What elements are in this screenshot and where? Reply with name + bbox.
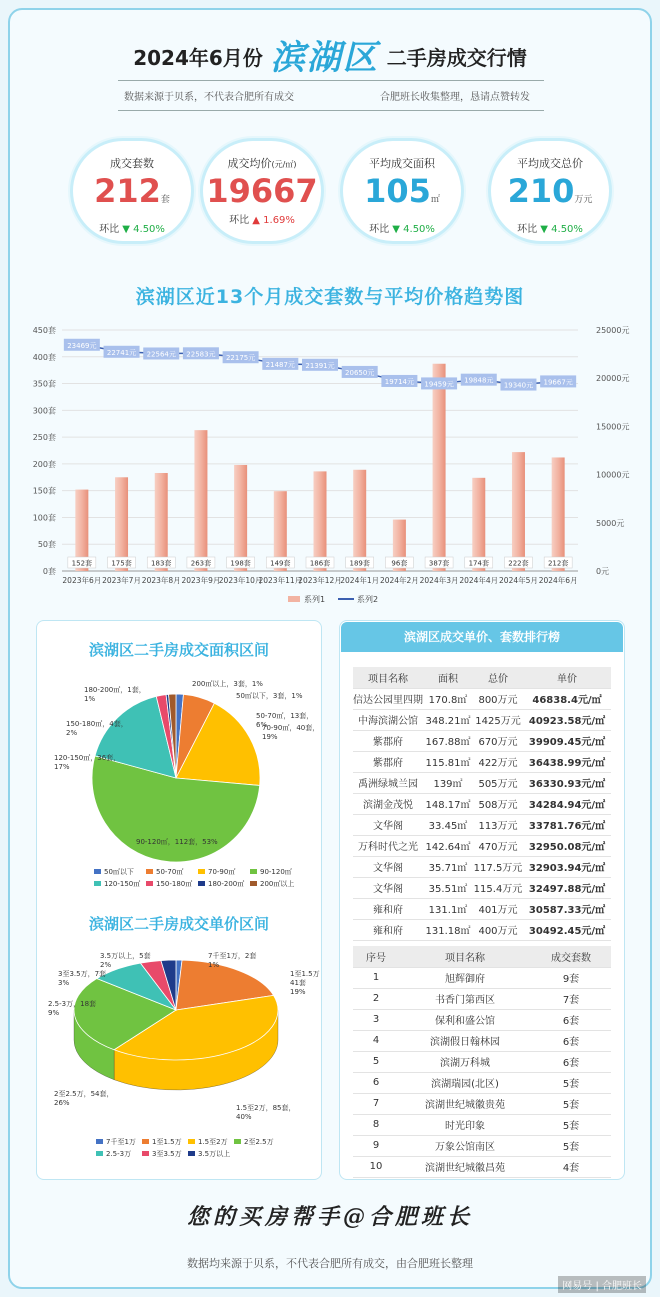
line-label: [461, 374, 497, 386]
table-cell: 2: [353, 988, 399, 1009]
kpi-value: 212套: [94, 172, 170, 210]
table-row: [353, 772, 611, 793]
slogan: 您的买房帮手@合肥班长: [186, 1204, 473, 1230]
table-cell: 5套: [531, 1093, 611, 1114]
svg-text:186套: 186套: [309, 559, 331, 568]
title-suffix: 二手房成交行情: [386, 46, 527, 70]
table-cell: 5套: [531, 1072, 611, 1093]
category-label: 2024年1月: [340, 576, 380, 585]
table-cell: 46838.4元/㎡: [523, 688, 611, 709]
left-tick-label: 300套: [32, 406, 56, 416]
bar-label: [504, 557, 532, 568]
table-cell: 348.21㎡: [423, 709, 473, 730]
table-cell: 8: [353, 1114, 399, 1135]
table-cell: 167.88㎡: [423, 730, 473, 751]
kpi-value: 105㎡: [364, 172, 440, 210]
table-cell: 滨湖万科城: [399, 1051, 531, 1072]
slice-label: 7千至1万，2套 1%: [208, 952, 257, 969]
legend-item: [234, 1138, 274, 1146]
legend-item: [198, 879, 244, 888]
table-row: [353, 1156, 611, 1177]
svg-text:22564元: 22564元: [146, 350, 176, 359]
table-cell: 36330.93元/㎡: [523, 772, 611, 793]
table-row: [353, 709, 611, 730]
kpi-card: [488, 138, 612, 244]
svg-text:50-70㎡: 50-70㎡: [156, 868, 184, 876]
bar-label: [266, 557, 294, 568]
table-cell: 5套: [531, 1114, 611, 1135]
table-cell: 紫郡府: [353, 730, 423, 751]
table-cell: 34284.94元/㎡: [523, 793, 611, 814]
kpi-label: 成交套数: [110, 157, 154, 170]
column-header: 序号: [353, 946, 399, 967]
arrow-down-icon: ▼: [122, 224, 130, 235]
table-cell: 422万元: [473, 751, 523, 772]
category-label: 2023年10月: [218, 576, 263, 585]
table-cell: 131.18㎡: [423, 919, 473, 940]
table-cell: 5: [353, 1051, 399, 1072]
svg-text:19340元: 19340元: [503, 381, 534, 390]
svg-text:200㎡以上: 200㎡以上: [260, 880, 295, 888]
column-header: 单价: [523, 667, 611, 688]
left-tick-label: 50套: [37, 540, 56, 550]
legend-item: [142, 1150, 182, 1158]
category-label: 2023年6月: [62, 576, 102, 585]
slice-label: 3至3.5万，7套 3%: [58, 970, 107, 987]
table-cell: 滨湖世纪城徽贵苑: [399, 1093, 531, 1114]
line-label: [540, 375, 576, 387]
svg-text:174套: 174套: [468, 559, 489, 568]
svg-text:2.5-3万: 2.5-3万: [106, 1150, 132, 1158]
title-district: 滨湖区: [270, 38, 379, 78]
column-header: 面积: [423, 667, 473, 688]
line-label: [223, 351, 259, 363]
slice-label: 1.5至2万，85套， 40%: [236, 1104, 296, 1121]
area-pie-title: 滨湖区二手房成交面积区间: [88, 641, 269, 659]
table-cell: 9: [353, 1135, 399, 1156]
right-tick-label: 20000元: [596, 374, 630, 384]
svg-text:198套: 198套: [230, 559, 251, 568]
table-header-row: [353, 946, 611, 967]
table-row: [353, 730, 611, 751]
table-row: [353, 856, 611, 877]
table-cell: 滨湖金茂悦: [353, 793, 423, 814]
slice-label: 70-90㎡，40套， 19%: [262, 724, 320, 741]
table-cell: 800万元: [473, 688, 523, 709]
legend-item: [96, 1137, 136, 1146]
bar: [234, 465, 247, 571]
table-cell: 7: [353, 1093, 399, 1114]
table-row: [353, 967, 611, 988]
table-row: [353, 688, 611, 709]
bar: [353, 470, 366, 571]
table-cell: 中海滨湖公馆: [353, 709, 423, 730]
table-row: [353, 814, 611, 835]
svg-text:19667元: 19667元: [543, 378, 573, 387]
table-row: [353, 793, 611, 814]
kpi-change: 环比 ▲ 1.69%: [229, 215, 295, 226]
svg-text:系列2: 系列2: [357, 595, 379, 604]
table-cell: 文华阁: [353, 814, 423, 835]
slice-label: 1至1.5万 41套 19%: [290, 970, 320, 996]
column-header: 总价: [473, 667, 523, 688]
table-cell: 书香门第西区: [399, 988, 531, 1009]
svg-text:175套: 175套: [111, 559, 132, 568]
table-row: [353, 1030, 611, 1051]
line-label: [64, 339, 100, 351]
table-cell: 505万元: [473, 772, 523, 793]
svg-text:3至3.5万: 3至3.5万: [152, 1150, 182, 1158]
table-cell: 139㎡: [423, 772, 473, 793]
table-cell: 时光印象: [399, 1114, 531, 1135]
price-pie-title: 滨湖区二手房成交单价区间: [88, 915, 269, 933]
category-label: 2024年5月: [499, 576, 538, 585]
category-label: 2024年2月: [379, 576, 419, 585]
right-tick-label: 10000元: [596, 470, 630, 480]
table-cell: 170.8㎡: [423, 688, 473, 709]
svg-text:150-180㎡: 150-180㎡: [156, 880, 193, 888]
line-label: [262, 358, 298, 370]
table-cell: 35.51㎡: [423, 877, 473, 898]
table-cell: 6套: [531, 1009, 611, 1030]
bar-label: [227, 557, 255, 568]
area-pie-chart: [36, 660, 322, 900]
table-cell: 40923.58元/㎡: [523, 709, 611, 730]
line-label: [302, 359, 338, 371]
page-title: [0, 30, 660, 79]
bar: [512, 452, 525, 571]
slice-label: 150-180㎡，4套， 2%: [66, 720, 128, 737]
bar: [552, 457, 565, 571]
table-cell: 6: [353, 1072, 399, 1093]
svg-text:7千至1万: 7千至1万: [106, 1138, 136, 1146]
column-header: 项目名称: [399, 946, 531, 967]
bar: [314, 471, 327, 571]
chart-legend: [288, 594, 378, 604]
table-cell: 148.17㎡: [423, 793, 473, 814]
svg-text:1.5至2万: 1.5至2万: [198, 1138, 228, 1146]
table-cell: 1425万元: [473, 709, 523, 730]
table-cell: 万科时代之光: [353, 835, 423, 856]
table-cell: 滨湖世纪城徽昌苑: [399, 1156, 531, 1177]
line-label: [381, 375, 417, 387]
kpi-label: 平均成交总价: [517, 157, 583, 170]
table-cell: 3: [353, 1009, 399, 1030]
svg-text:19459元: 19459元: [424, 380, 454, 389]
slice-label: 2.5-3万，18套 9%: [48, 1000, 97, 1017]
slice-label: 50㎡以下，3套，1%: [236, 692, 303, 700]
table-cell: 滨湖假日翰林园: [399, 1030, 531, 1051]
table-cell: 9套: [531, 967, 611, 988]
left-tick-label: 250套: [32, 433, 56, 443]
table-cell: 113万元: [473, 814, 523, 835]
svg-text:180-200㎡: 180-200㎡: [208, 880, 245, 888]
divider-bottom: [118, 110, 544, 111]
svg-text:50㎡以下: 50㎡以下: [104, 868, 134, 876]
trend-chart: [20, 318, 640, 614]
table-row: [353, 877, 611, 898]
bar-label: [187, 557, 215, 568]
category-label: 2024年4月: [459, 576, 499, 585]
table-cell: 6套: [531, 1030, 611, 1051]
svg-text:23469元: 23469元: [67, 341, 97, 350]
right-tick-label: 15000元: [596, 422, 630, 432]
svg-text:22583元: 22583元: [186, 350, 216, 359]
table-cell: 115.4万元: [473, 877, 523, 898]
slice-label: 50-70㎡，13套， 6%: [256, 712, 314, 729]
svg-text:183套: 183套: [151, 559, 172, 568]
line-label: [421, 377, 457, 389]
svg-text:189套: 189套: [349, 559, 370, 568]
table-cell: 33.45㎡: [423, 814, 473, 835]
svg-text:212套: 212套: [547, 559, 569, 568]
table-row: [353, 919, 611, 940]
svg-text:1至1.5万: 1至1.5万: [152, 1138, 182, 1146]
bar-label: [306, 557, 334, 568]
table-cell: 禹洲绿城兰园: [353, 772, 423, 793]
bar-label: [465, 557, 493, 568]
bar-label: [425, 557, 453, 568]
table-cell: 4套: [531, 1156, 611, 1177]
table-cell: 保利和盛公馆: [399, 1009, 531, 1030]
slice-label: 200㎡以上，3套，1%: [192, 680, 263, 688]
table-cell: 万象公馆南区: [399, 1135, 531, 1156]
table-cell: 30587.33元/㎡: [523, 898, 611, 919]
legend-item: [250, 867, 292, 876]
table-cell: 131.1㎡: [423, 898, 473, 919]
table-row: [353, 1135, 611, 1156]
left-tick-label: 450套: [32, 326, 56, 335]
legend-item: [146, 867, 183, 876]
table-row: [353, 835, 611, 856]
category-label: 2023年11月: [258, 576, 303, 585]
category-label: 2023年8月: [141, 576, 181, 585]
arrow-down-icon: ▼: [392, 224, 400, 235]
table-row: [353, 898, 611, 919]
kpi-value: 19667: [206, 172, 318, 210]
slice-label: 3.5万以上，5套 2%: [100, 952, 151, 969]
right-tick-label: 5000元: [596, 518, 625, 528]
table-cell: 信达公园里四期: [353, 688, 423, 709]
svg-text:96套: 96套: [391, 559, 408, 568]
table-cell: 32950.08元/㎡: [523, 835, 611, 856]
svg-text:152套: 152套: [71, 559, 93, 568]
table-cell: 508万元: [473, 793, 523, 814]
table-cell: 670万元: [473, 730, 523, 751]
table-cell: 30492.45元/㎡: [523, 919, 611, 940]
svg-text:90-120㎡: 90-120㎡: [260, 868, 292, 876]
table-cell: 文华阁: [353, 877, 423, 898]
svg-text:222套: 222套: [508, 559, 529, 568]
slice-label: 90-120㎡，112套，53%: [136, 838, 218, 846]
svg-text:20650元: 20650元: [345, 368, 375, 377]
line-label: [104, 346, 140, 358]
svg-text:2至2.5万: 2至2.5万: [244, 1138, 274, 1146]
legend-item: [188, 1138, 228, 1146]
line-label: [500, 379, 536, 391]
left-tick-label: 100套: [32, 513, 56, 523]
rank-title: 滨湖区成交单价、套数排行榜: [341, 622, 623, 652]
svg-text:19848元: 19848元: [464, 376, 494, 385]
legend-item: [94, 879, 140, 888]
table-row: [353, 1009, 611, 1030]
bar: [155, 473, 168, 571]
table-cell: 35.71㎡: [423, 856, 473, 877]
left-tick-label: 400套: [32, 352, 56, 362]
table-cell: 115.81㎡: [423, 751, 473, 772]
line-label: [183, 347, 219, 359]
kpi-change: 环比 ▼ 4.50%: [99, 224, 165, 235]
legend-item: [188, 1149, 230, 1158]
bar: [194, 430, 207, 571]
table-cell: 旭辉御府: [399, 967, 531, 988]
kpi-label: 成交均价(元/㎡): [227, 157, 297, 170]
svg-text:70-90㎡: 70-90㎡: [208, 868, 236, 876]
count-rank-table: [353, 946, 611, 1178]
left-tick-label: 0套: [42, 567, 56, 576]
footer-note: 数据均来源于贝系，不代表合肥所有成交，由合肥班长整理: [187, 1257, 473, 1270]
table-row: [353, 988, 611, 1009]
bar-label: [544, 557, 572, 568]
left-tick-label: 200套: [32, 459, 56, 469]
legend-item: [250, 879, 294, 888]
table-cell: 雍和府: [353, 898, 423, 919]
svg-text:21391元: 21391元: [305, 361, 335, 370]
table-cell: 142.64㎡: [423, 835, 473, 856]
kpi-card: [340, 138, 464, 244]
table-cell: 10: [353, 1156, 399, 1177]
category-label: 2024年3月: [419, 576, 459, 585]
bar-label: [346, 557, 374, 568]
svg-text:系列1: 系列1: [304, 595, 326, 604]
column-header: 成交套数: [531, 946, 611, 967]
table-cell: 雍和府: [353, 919, 423, 940]
category-label: 2023年7月: [102, 576, 141, 585]
kpi-label: 平均成交面积: [369, 157, 435, 170]
table-cell: 6套: [531, 1051, 611, 1072]
legend-item: [198, 867, 235, 876]
table-header-row: [353, 667, 611, 688]
svg-text:387套: 387套: [428, 559, 450, 568]
bar-label: [385, 557, 413, 568]
table-cell: 滨湖瑞园(北区): [399, 1072, 531, 1093]
legend-item: [146, 879, 192, 888]
table-cell: 401万元: [473, 898, 523, 919]
svg-text:22175元: 22175元: [225, 354, 256, 363]
table-cell: 33781.76元/㎡: [523, 814, 611, 835]
bar-label: [147, 557, 175, 568]
table-row: [353, 1072, 611, 1093]
table-row: [353, 1093, 611, 1114]
title-month: 2024年6月份: [133, 46, 263, 70]
table-cell: 32903.94元/㎡: [523, 856, 611, 877]
column-header: 项目名称: [353, 667, 423, 688]
category-label: 2023年12月: [298, 576, 342, 585]
legend-item: [96, 1150, 131, 1158]
kpi-change: 环比 ▼ 4.50%: [369, 224, 435, 235]
right-tick-label: 0元: [596, 567, 610, 576]
kpi-value: 210万元: [507, 172, 593, 210]
svg-text:21487元: 21487元: [265, 360, 295, 369]
kpi-card: [70, 138, 194, 244]
left-tick-label: 350套: [32, 379, 56, 389]
arrow-down-icon: ▼: [540, 224, 548, 235]
price-rank-table: [353, 667, 611, 941]
category-label: 2023年9月: [181, 576, 221, 585]
kpi-card: [200, 138, 324, 244]
table-row: [353, 1114, 611, 1135]
slice-label: 120-150㎡，36套， 17%: [54, 754, 121, 771]
category-label: 2024年6月: [538, 576, 578, 585]
kpi-change: 环比 ▼ 4.50%: [517, 224, 583, 235]
table-cell: 36438.99元/㎡: [523, 751, 611, 772]
table-cell: 5套: [531, 1135, 611, 1156]
line-label: [342, 366, 378, 378]
table-cell: 文华阁: [353, 856, 423, 877]
table-cell: 紫郡府: [353, 751, 423, 772]
bar: [433, 364, 446, 571]
table-row: [353, 751, 611, 772]
corner-watermark: 网易号 | 合肥班长: [558, 1276, 646, 1293]
bar-label: [108, 557, 136, 568]
right-tick-label: 25000元: [596, 326, 630, 335]
left-tick-label: 150套: [32, 486, 56, 496]
table-row: [353, 1051, 611, 1072]
legend-item: [142, 1138, 182, 1146]
legend-item: [94, 867, 134, 876]
slice-label: 2至2.5万，54套， 26%: [54, 1090, 114, 1107]
table-cell: 1: [353, 967, 399, 988]
svg-text:120-150㎡: 120-150㎡: [104, 880, 141, 888]
source-note-left: 数据来源于贝系，不代表合肥所有成交: [124, 92, 294, 103]
svg-text:19714元: 19714元: [384, 377, 415, 386]
table-cell: 470万元: [473, 835, 523, 856]
svg-text:22741元: 22741元: [106, 348, 137, 357]
svg-text:3.5万以上: 3.5万以上: [198, 1150, 231, 1158]
svg-text:263套: 263套: [190, 559, 212, 568]
line-label: [143, 347, 179, 359]
source-note-right: 合肥班长收集整理，恳请点赞转发: [380, 92, 530, 103]
table-cell: 7套: [531, 988, 611, 1009]
table-cell: 32497.88元/㎡: [523, 877, 611, 898]
svg-text:149套: 149套: [270, 559, 291, 568]
table-cell: 117.5万元: [473, 856, 523, 877]
table-cell: 400万元: [473, 919, 523, 940]
table-cell: 39909.45元/㎡: [523, 730, 611, 751]
bar-label: [68, 557, 96, 568]
trend-chart-title: 滨湖区近13个月成交套数与平均价格趋势图: [135, 286, 525, 308]
slice-label: 180-200㎡，1套， 1%: [84, 686, 146, 703]
divider-top: [118, 80, 544, 81]
price-pie-chart: [36, 940, 322, 1170]
arrow-up-icon: ▲: [252, 215, 260, 226]
table-cell: 4: [353, 1030, 399, 1051]
